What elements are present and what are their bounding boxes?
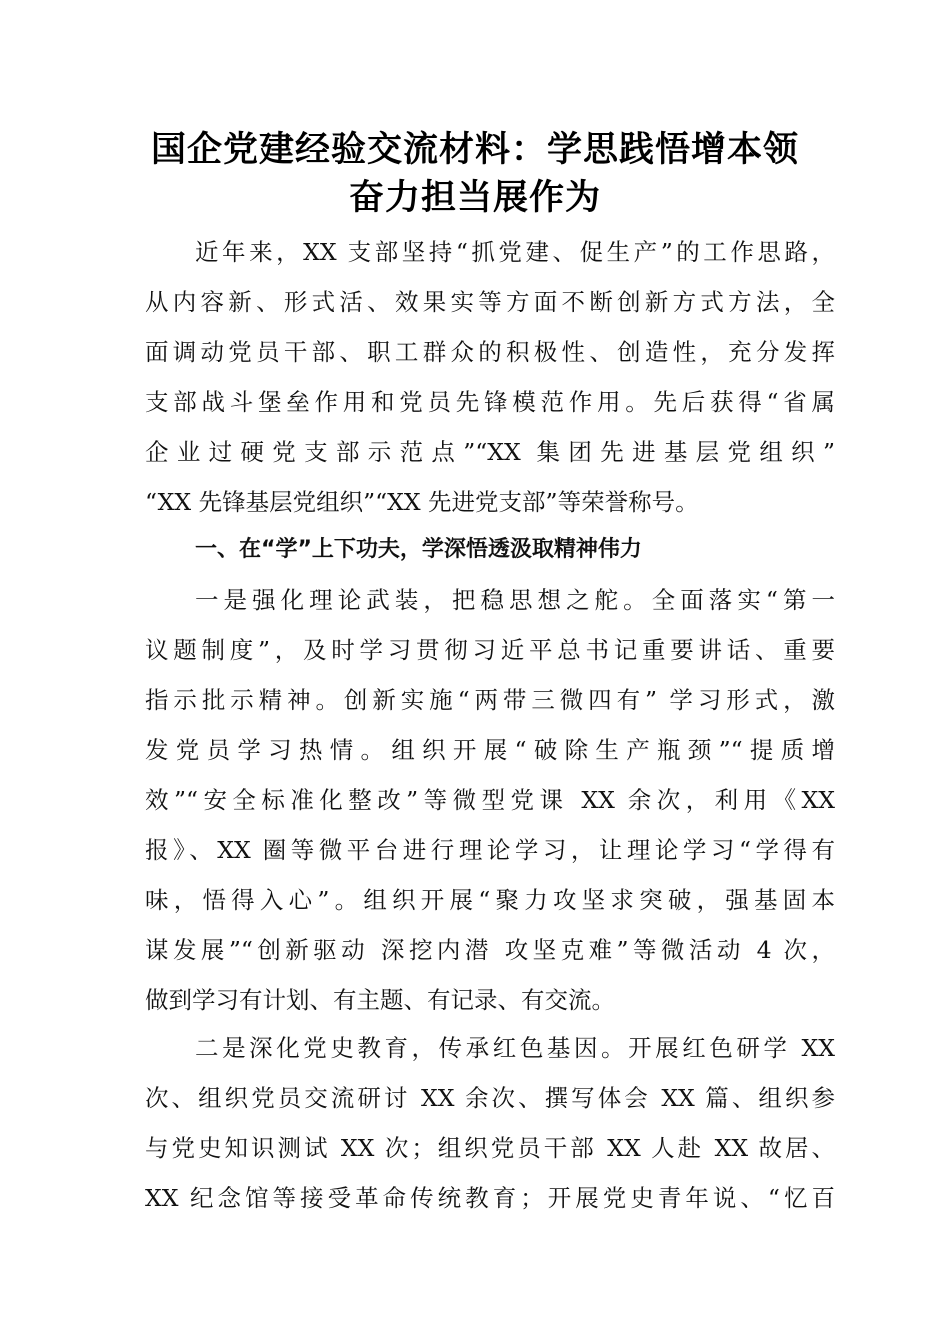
body-line: 支部战斗堡垒作用和党员先锋模范作用。先后获得“省属 [145, 388, 835, 416]
document-title-line-1: 国企党建经验交流材料：学思践悟增本领 [150, 130, 799, 170]
body-line: 指示批示精神。创新实施“两带三微四有” 学习形式，激 [145, 686, 835, 714]
body-line: 二是深化党史教育，传承红色基因。开展红色研学 XX [195, 1034, 835, 1062]
body-line: 谋发展”“创新驱动 深挖内潜 攻坚克难”等微活动 4 次， [145, 936, 835, 964]
body-line: 企业过硬党支部示范点”“XX 集团先进基层党组织” [145, 438, 835, 466]
body-line: 味，悟得入心”。组织开展“聚力攻坚求突破，强基固本 [145, 886, 835, 914]
section-heading: 一、在“学”上下功夫，学深悟透汲取精神伟力 [195, 537, 642, 562]
document-title-line-2: 奋力担当展作为 [348, 178, 601, 218]
body-line: 发党员学习热情。组织开展“破除生产瓶颈”“提质增 [145, 736, 835, 764]
body-line: 面调动党员干部、职工群众的积极性、创造性，充分发挥 [145, 338, 835, 366]
body-line: 效”“安全标准化整改”等微型党课 XX 余次，利用《XX [145, 786, 835, 814]
body-line: “XX 先锋基层党组织”“XX 先进党支部”等荣誉称号。 [145, 488, 699, 516]
body-line: 近年来，XX 支部坚持“抓党建、促生产”的工作思路， [195, 238, 835, 266]
body-line: 次、组织党员交流研讨 XX 余次、撰写体会 XX 篇、组织参 [145, 1084, 835, 1112]
body-line: 与党史知识测试 XX 次；组织党员干部 XX 人赴 XX 故居、 [145, 1134, 835, 1162]
body-line: 议题制度”，及时学习贯彻习近平总书记重要讲话、重要 [145, 636, 835, 664]
body-line: 一是强化理论武装，把稳思想之舵。全面落实“第一 [195, 586, 835, 614]
body-line: XX 纪念馆等接受革命传统教育；开展党史青年说、“忆百 [145, 1184, 835, 1212]
body-line: 报》、XX 圈等微平台进行理论学习，让理论学习“学得有 [145, 836, 835, 864]
body-line: 做到学习有计划、有主题、有记录、有交流。 [145, 986, 615, 1014]
body-line: 从内容新、形式活、效果实等方面不断创新方式方法，全 [145, 288, 835, 316]
